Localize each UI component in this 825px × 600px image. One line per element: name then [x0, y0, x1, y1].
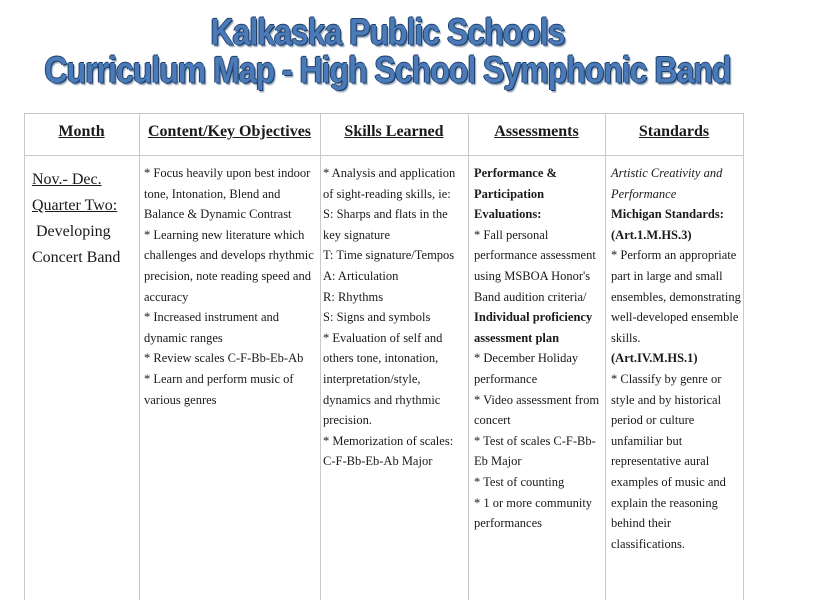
skills-text: Sharps and flats in the key signature — [323, 207, 448, 242]
skills-item — [323, 204, 466, 245]
month-period: Nov.- Dec. — [32, 171, 102, 188]
month-unit-line2: Concert Band — [32, 249, 121, 266]
skills-text: Signs and symbols — [333, 310, 431, 325]
skills-text: Time signature/Tempos — [333, 248, 455, 263]
document-subtitle: Curriculum Map - High School Symphonic Band — [44, 49, 731, 91]
skills-item — [323, 287, 466, 308]
standards-code: (Art.IV.M.HS.1) — [611, 351, 698, 366]
standards-cell — [611, 163, 741, 554]
skills-memorization: * Memorization of scales: C-F-Bb-Eb-Ab Major — [323, 433, 454, 469]
skills-item — [323, 307, 466, 328]
skills-evaluation: * Evaluation of self and others tone, intonation, interpretation/style, dynamics and rhythmic precision. — [323, 330, 443, 428]
skills-item — [323, 245, 466, 266]
header-content: Content/Key Objectives — [147, 123, 312, 140]
skills-letter: T: — [323, 248, 334, 263]
standards-item: * Classify by genre or style and by historical period or culture unfamiliar but representative aural examples of music and explain the reasoning behind their classifications. — [611, 371, 726, 551]
skills-intro: * Analysis and application of sight-reading skills, ie: — [323, 166, 456, 201]
column-border — [24, 113, 25, 600]
assessment-item: * Test of scales C-F-Bb-Eb Major — [474, 433, 596, 469]
assessments-heading: Performance & Participation Evaluations: — [474, 166, 557, 222]
column-border — [743, 113, 744, 600]
content-item: * Focus heavily upon best indoor tone, Intonation, Blend and Balance & Dynamic Contrast — [144, 166, 311, 222]
column-border — [139, 113, 140, 600]
skills-cell — [323, 163, 466, 472]
table-top-border — [24, 113, 744, 114]
column-border — [468, 113, 469, 600]
column-border — [605, 113, 606, 600]
content-item: * Increased instrument and dynamic ranges — [144, 310, 280, 345]
column-border — [320, 113, 321, 600]
header-skills: Skills Learned — [344, 123, 444, 140]
assessment-item: * 1 or more community performances — [474, 495, 593, 531]
skills-text: Rhythms — [334, 289, 384, 304]
assessment-item: * Fall personal performance assessment using MSBOA Honor's Band audition criteria/ — [474, 227, 596, 304]
month-cell — [32, 167, 137, 271]
header-month: Month — [58, 123, 105, 140]
assessments-cell — [474, 163, 604, 534]
skills-letter: S: — [323, 310, 334, 325]
header-assessments: Assessments — [494, 123, 579, 140]
assessment-item: * December Holiday performance — [474, 351, 579, 386]
skills-text: Articulation — [335, 268, 399, 283]
standards-category: Artistic Creativity and Performance — [611, 166, 723, 201]
content-item: * Review scales C-F-Bb-Eb-Ab — [144, 351, 304, 366]
standards-item: * Perform an appropriate part in large and small ensembles, demonstrating well-developed ensemble skills. — [611, 248, 741, 345]
content-item: * Learning new literature which challenges and develops rhythmic precision, note reading speed and accuracy — [144, 227, 314, 304]
header-standards: Standards — [638, 123, 710, 140]
skills-item — [323, 266, 466, 287]
content-cell — [144, 163, 318, 410]
document-title: Kalkaska Public Schools — [210, 11, 565, 53]
curriculum-table — [24, 113, 744, 600]
skills-letter: R: — [323, 289, 335, 304]
skills-letter: A: — [323, 268, 336, 283]
assessment-item: * Video assessment from concert — [474, 392, 600, 428]
assessment-proficiency: Individual proficiency assessment plan — [474, 310, 593, 345]
assessment-item: * Test of counting — [474, 474, 565, 489]
standards-code: (Art.1.M.HS.3) — [611, 227, 692, 242]
content-item: * Learn and perform music of various genres — [144, 371, 294, 407]
skills-letter: S: — [323, 207, 334, 222]
standards-michigan: Michigan Standards: — [611, 207, 724, 222]
header-divider — [24, 155, 744, 156]
month-unit-line1: Developing — [36, 223, 111, 240]
month-quarter: Quarter Two: — [32, 197, 118, 214]
